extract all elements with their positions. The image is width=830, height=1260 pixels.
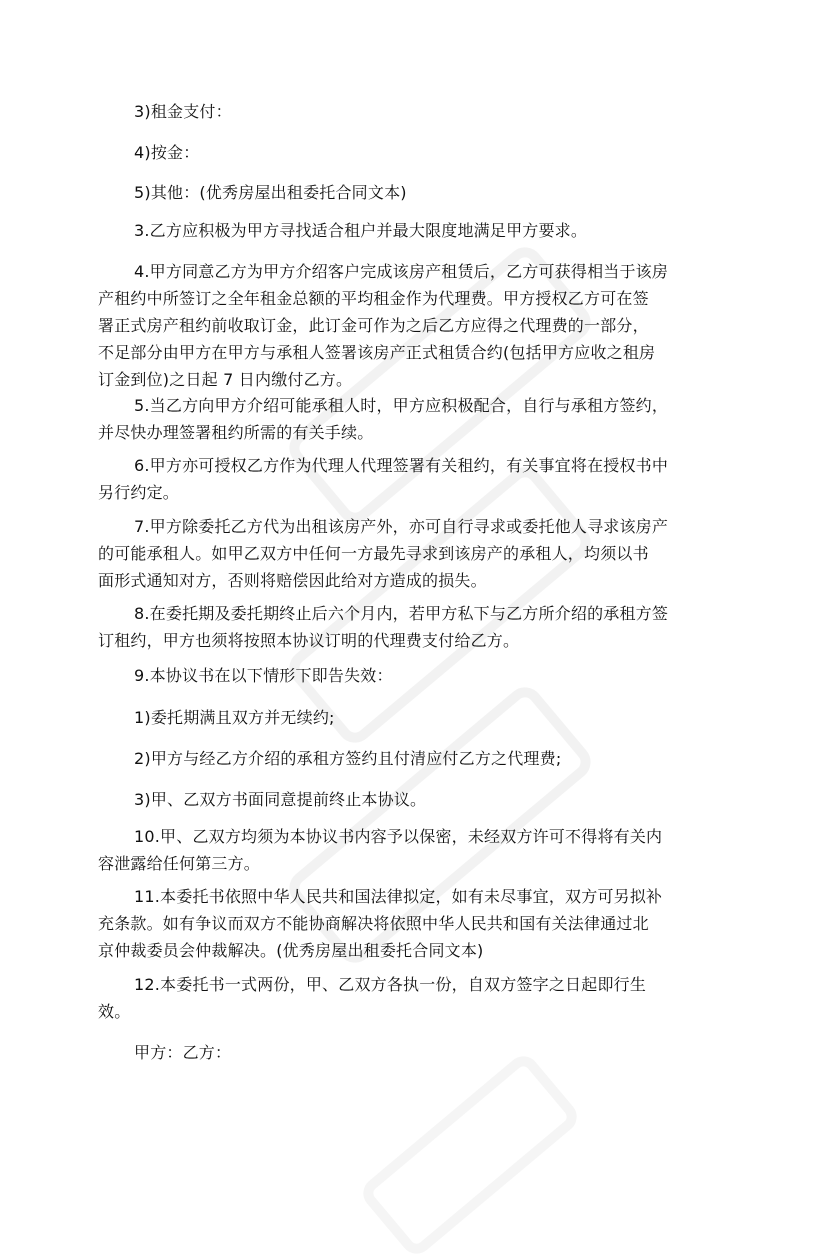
clause-3: 3.乙方应积极为甲方寻找适合租户并最大限度地满足甲方要求。 — [134, 221, 588, 240]
other-item: 5)其他：(优秀房屋出租委托合同文本) — [134, 183, 407, 202]
clause-5-line-1: 5.当乙方向甲方介绍可能承租人时，甲方应积极配合，自行与承租方签约， — [134, 396, 669, 415]
clause-8-line-2: 订租约，甲方也须将按照本协议订明的代理费支付给乙方。 — [98, 631, 520, 650]
clause-9-item-1: 1)委托期满且双方并无续约; — [134, 708, 335, 727]
clause-11-line-3: 京仲裁委员会仲裁解决。(优秀房屋出租委托合同文本) — [98, 941, 484, 960]
rent-payment-item: 3)租金支付： — [134, 102, 232, 121]
clause-4-line-4: 不足部分由甲方在甲方与承租人签署该房产正式租赁合约(包括甲方应收之租房 — [98, 343, 656, 362]
clause-6-line-2: 另行约定。 — [98, 483, 180, 502]
clause-9: 9.本协议书在以下情形下即告失效： — [134, 666, 393, 685]
clause-10-line-2: 容泄露给任何第三方。 — [98, 854, 261, 873]
signature-line: 甲方：乙方： — [134, 1043, 232, 1062]
deposit-item: 4)按金： — [134, 143, 200, 162]
clause-4-line-3: 署正式房产租约前收取订金，此订金可作为之后乙方应得之代理费的一部分， — [98, 316, 649, 335]
clause-4-line-1: 4.甲方同意乙方为甲方介绍客户完成该房产租赁后，乙方可获得相当于该房 — [134, 262, 669, 281]
clause-9-item-2: 2)甲方与经乙方介绍的承租方签约且付清应付乙方之代理费; — [134, 749, 562, 768]
clause-5-line-2: 并尽快办理签署租约所需的有关手续。 — [98, 423, 374, 442]
clause-7-line-3: 面形式通知对方，否则将赔偿因此给对方造成的损失。 — [98, 571, 487, 590]
clause-4-line-5: 订金到位)之日起 7 日内缴付乙方。 — [98, 370, 353, 389]
clause-9-item-3: 3)甲、乙双方书面同意提前终止本协议。 — [134, 790, 427, 809]
clause-7-line-2: 的可能承租人。如甲乙双方中任何一方最先寻求到该房产的承租人，均须以书 — [98, 544, 649, 563]
clause-8-line-1: 8.在委托期及委托期终止后六个月内，若甲方私下与乙方所介绍的承租方签 — [134, 604, 669, 623]
clause-11-line-1: 11.本委托书依照中华人民共和国法律拟定，如有未尽事宜，双方可另拟补 — [134, 887, 663, 906]
clause-7-line-1: 7.甲方除委托乙方代为出租该房产外，亦可自行寻求或委托他人寻求该房产 — [134, 517, 669, 536]
clause-6-line-1: 6.甲方亦可授权乙方作为代理人代理签署有关租约，有关事宜将在授权书中 — [134, 456, 669, 475]
watermark-corner-band — [357, 1050, 583, 1260]
clause-12-line-2: 效。 — [98, 1002, 131, 1021]
clause-10-line-1: 10.甲、乙双方均须为本协议书内容予以保密，未经双方许可不得将有关内 — [134, 827, 663, 846]
clause-4-line-2: 产租约中所签订之全年租金总额的平均租金作为代理费。甲方授权乙方可在签 — [98, 289, 649, 308]
clause-12-line-1: 12.本委托书一式两份，甲、乙双方各执一份，自双方签字之日起即行生 — [134, 975, 647, 994]
clause-11-line-2: 充条款。如有争议而双方不能协商解决将依照中华人民共和国有关法律通过北 — [98, 914, 649, 933]
